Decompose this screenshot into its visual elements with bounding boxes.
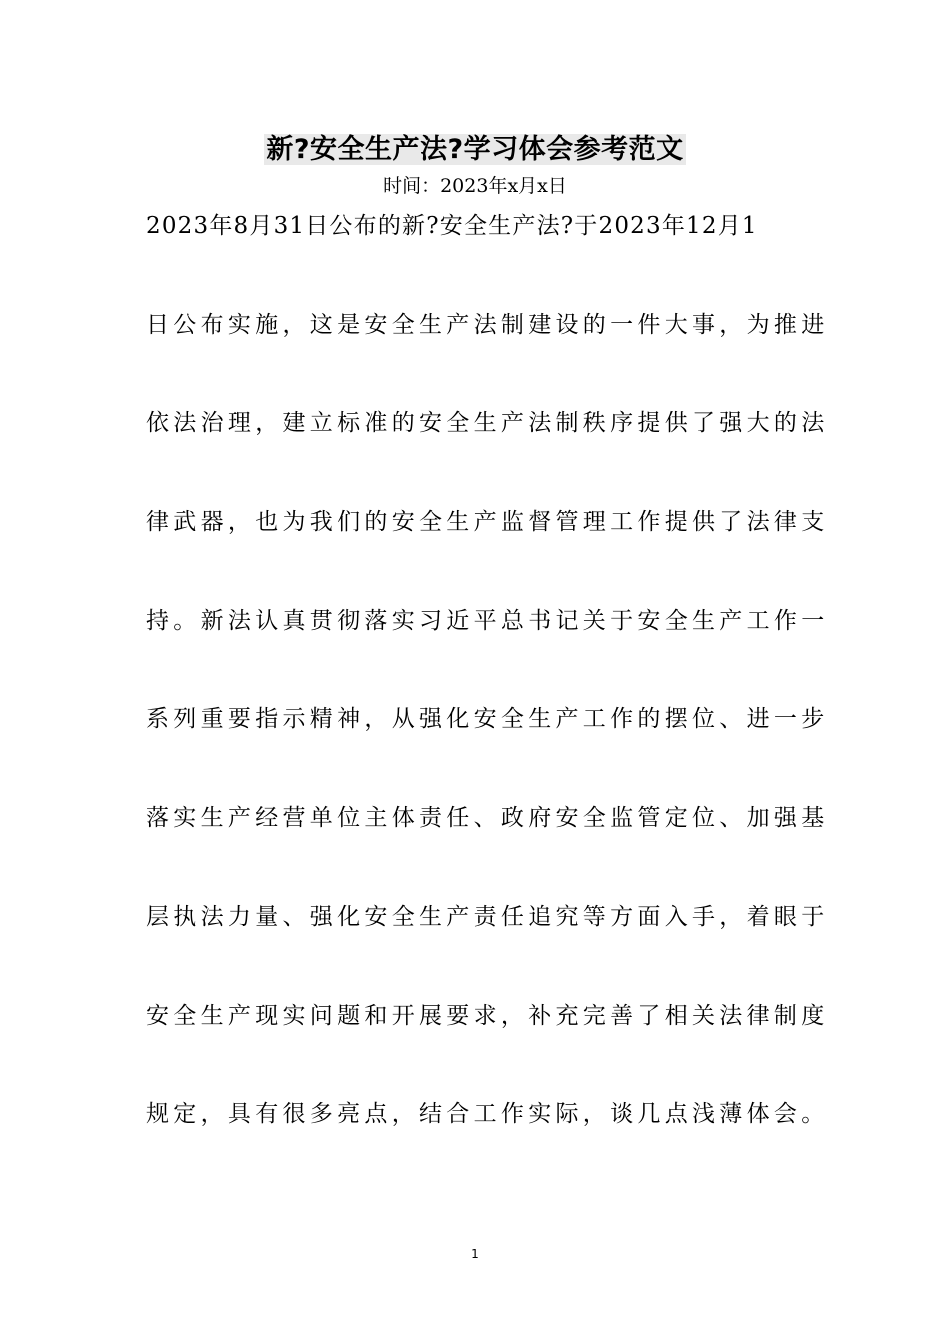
body-line: 持。新法认真贯彻落实习近平总书记关于安全生产工作一 <box>146 607 829 634</box>
document-time: 时间：2023年x月x日 <box>383 175 567 197</box>
document-title-text: 新?安全生产法?学习体会参考范文 <box>266 134 684 165</box>
document-body <box>146 206 829 1193</box>
body-line: 律武器，也为我们的安全生产监督管理工作提供了法律支 <box>146 509 829 536</box>
body-line: 系列重要指示精神，从强化安全生产工作的摆位、进一步 <box>146 706 829 733</box>
page-number: 1 <box>471 1247 479 1261</box>
body-line: 日公布实施，这是安全生产法制建设的一件大事，为推进 <box>146 311 829 338</box>
body-line: 规定，具有很多亮点，结合工作实际，谈几点浅薄体会。 <box>146 1101 829 1128</box>
body-line: 安全生产现实问题和开展要求，补充完善了相关法律制度 <box>146 1002 829 1029</box>
body-line: 层执法力量、强化安全生产责任追究等方面入手，着眼于 <box>146 903 829 930</box>
document-title <box>0 130 950 170</box>
body-line: 落实生产经营单位主体责任、政府安全监管定位、加强基 <box>146 805 829 832</box>
body-line: 2023年8月31日公布的新?安全生产法?于2023年12月1 <box>146 213 758 239</box>
body-line: 依法治理，建立标准的安全生产法制秩序提供了强大的法 <box>146 410 829 437</box>
